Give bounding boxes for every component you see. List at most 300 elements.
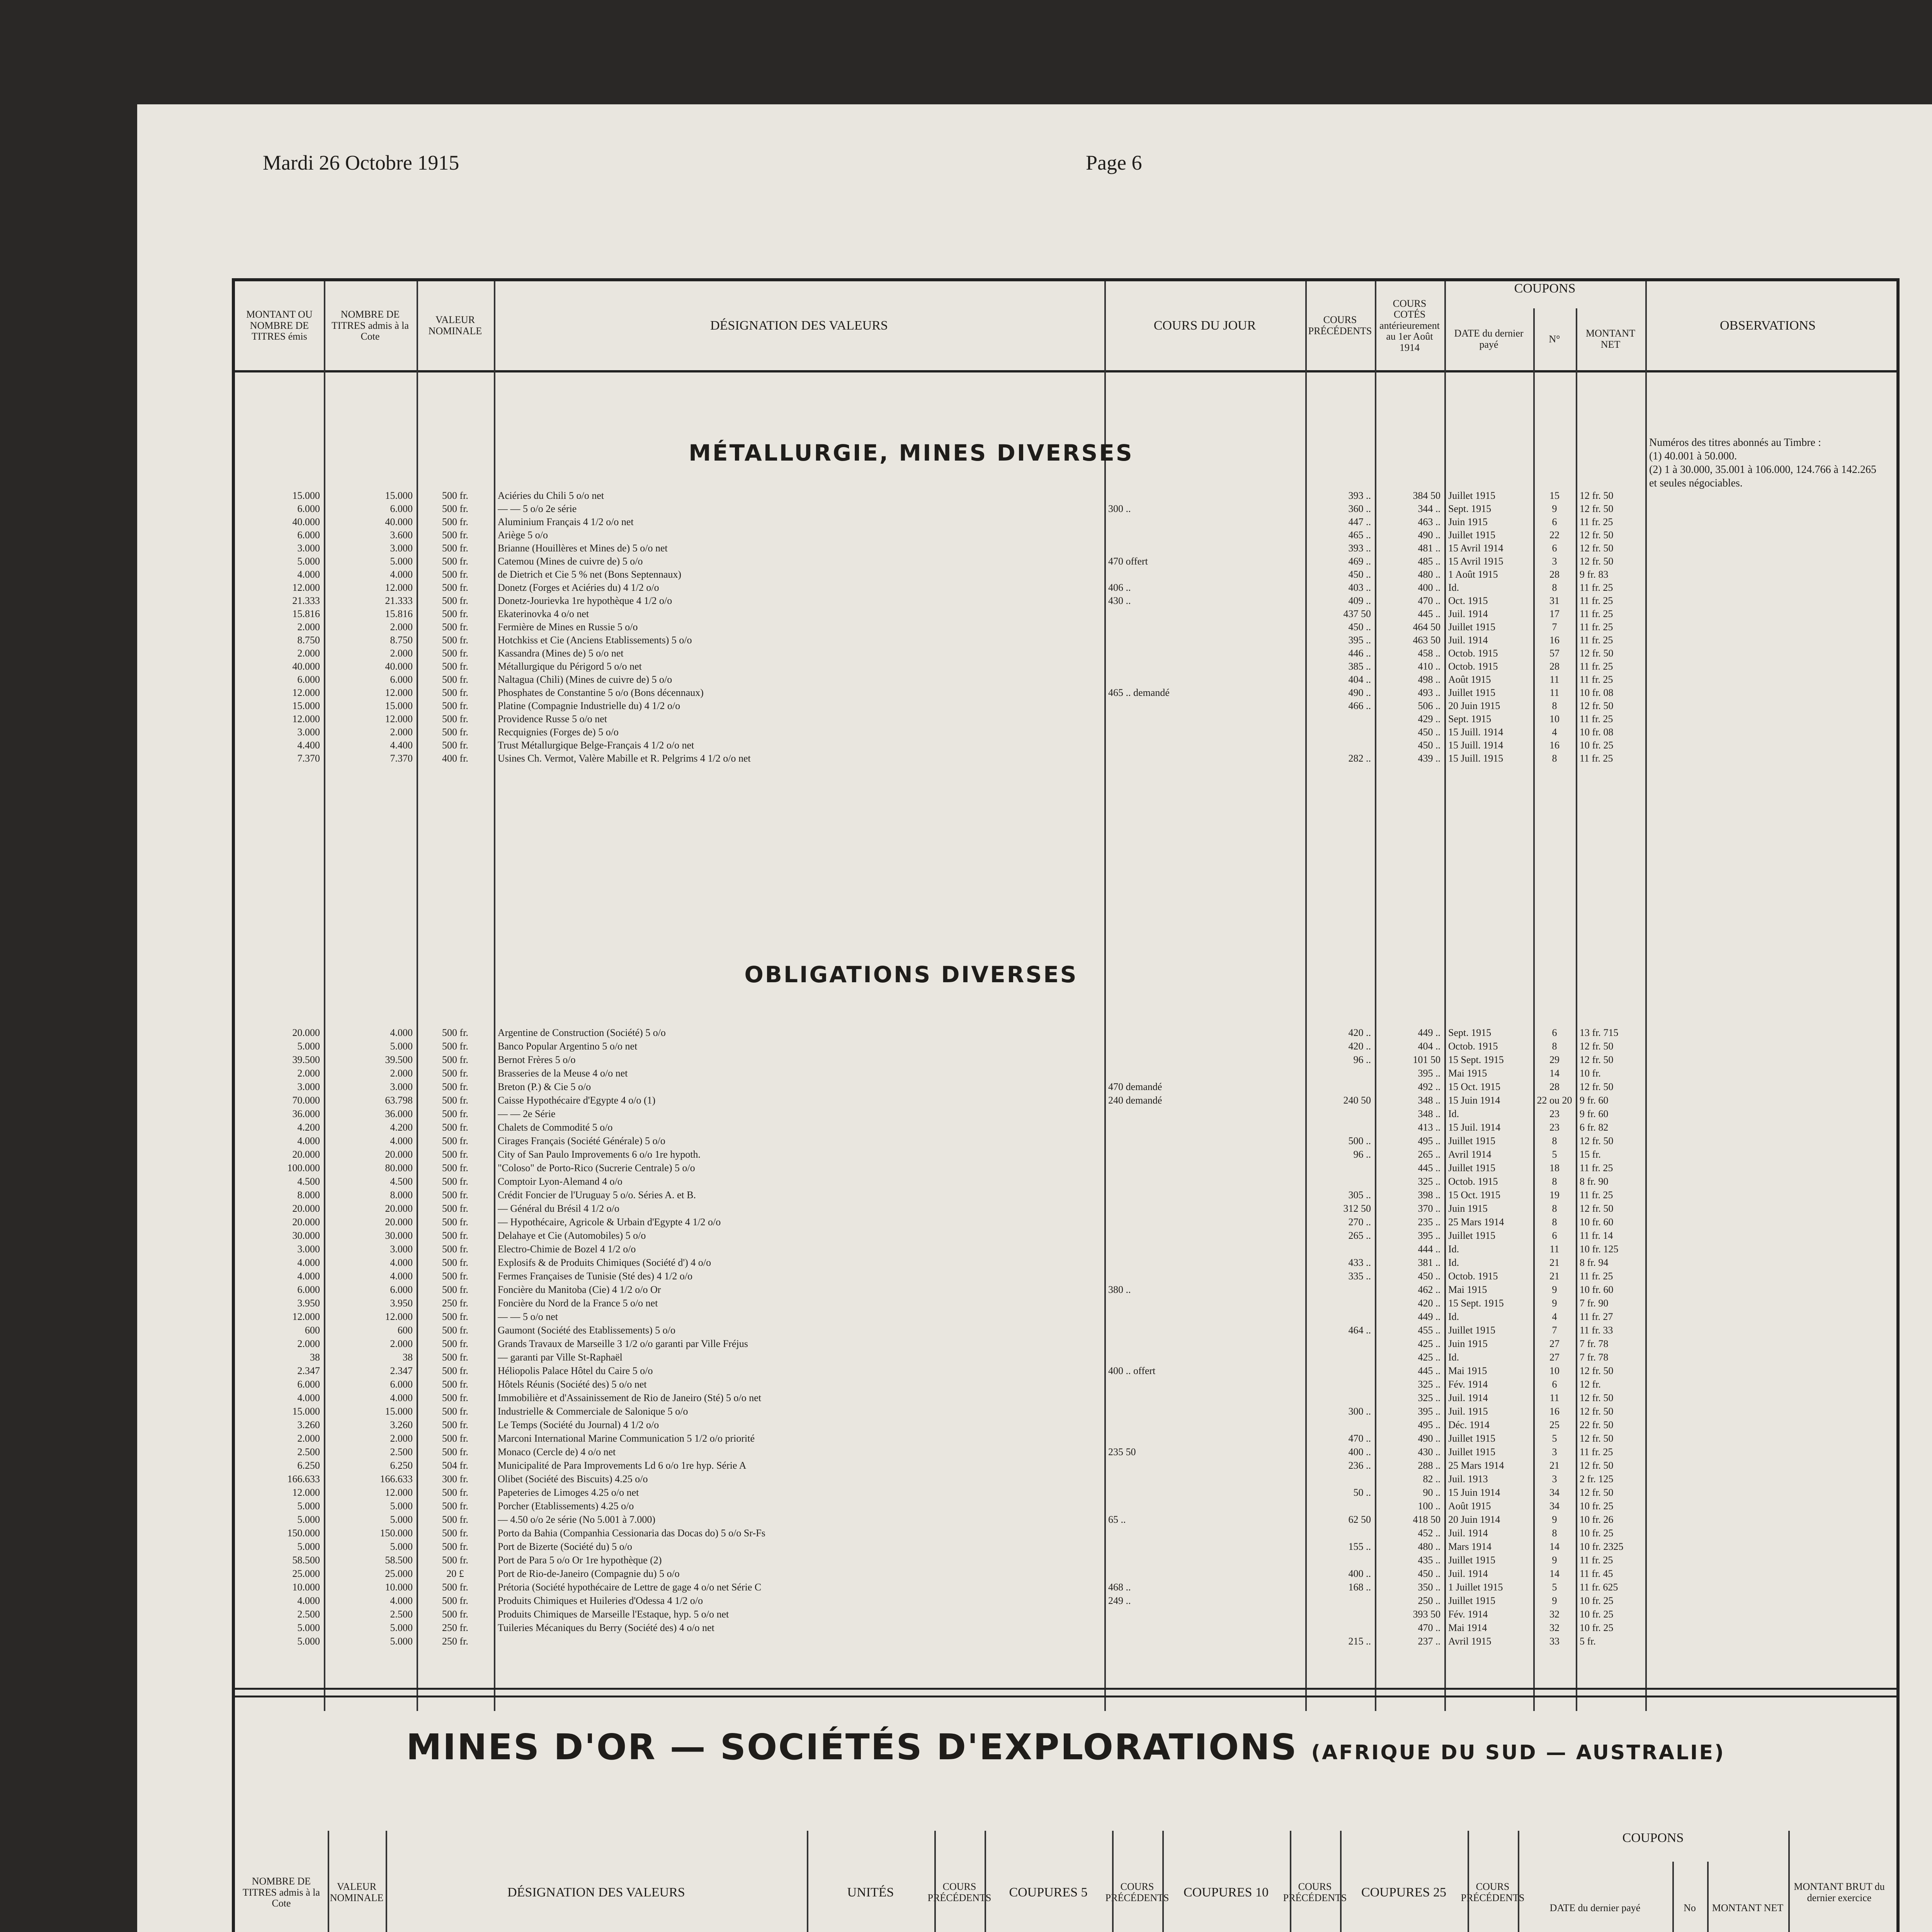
col-divider	[1461, 1831, 1525, 1932]
cell-coupon-net: 7 fr. 78	[1580, 1352, 1609, 1363]
cell-valeur: 500 fr.	[442, 1311, 468, 1322]
cell-designation: Crédit Foncier de l'Uruguay 5 o/o. Séries A. et B.	[498, 1189, 696, 1201]
cell-cours-prec: 409 ..	[1348, 595, 1371, 606]
cell-coupon-no: 21	[1549, 1270, 1560, 1282]
cell-cours-jour: 380 ..	[1108, 1284, 1131, 1295]
cell-valeur: 250 fr.	[442, 1636, 468, 1647]
cell-cours-prec: 305 ..	[1348, 1189, 1371, 1201]
cell-valeur: 500 fr.	[442, 1095, 468, 1106]
table-row	[235, 1541, 1896, 1552]
cell-designation: Phosphates de Constantine 5 o/o (Bons décennaux)	[498, 687, 704, 698]
cell-cours-1914: 404 ..	[1418, 1041, 1440, 1052]
cell-coupon-date: Id.	[1448, 1311, 1459, 1322]
cell-coupon-date: 15 Avril 1914	[1448, 543, 1503, 554]
table-mines-dor	[235, 1831, 1896, 1932]
cell-coupon-no: 15	[1549, 490, 1560, 501]
cell-montant: 12.000	[292, 1311, 320, 1322]
cell-montant: 3.000	[297, 726, 320, 738]
cell-coupon-no: 8	[1552, 582, 1557, 593]
cell-cours-1914: 410 ..	[1418, 661, 1440, 672]
table-row	[235, 1392, 1896, 1403]
cell-valeur: 500 fr.	[442, 1284, 468, 1295]
cell-valeur: 500 fr.	[442, 1189, 468, 1201]
cell-montant: 15.000	[292, 700, 320, 711]
cell-coupon-net: 11 fr. 25	[1580, 713, 1613, 724]
page-number: Page 6	[1086, 151, 1142, 174]
cell-cours-1914: 450 ..	[1418, 740, 1440, 751]
cell-valeur: 500 fr.	[442, 490, 468, 501]
hdr-montant: MONTANT OU NOMBRE DE TITRES émis	[246, 309, 313, 342]
cell-cours-1914: 325 ..	[1418, 1176, 1440, 1187]
cell-coupon-net: 8 fr. 90	[1580, 1176, 1609, 1187]
cell-nombre: 4.000	[390, 1027, 413, 1038]
cell-nombre: 20.000	[385, 1149, 413, 1160]
cell-coupon-net: 11 fr. 25	[1580, 608, 1613, 619]
cell-nombre: 2.500	[390, 1446, 413, 1458]
cell-nombre: 5.000	[390, 1622, 413, 1633]
cell-valeur: 500 fr.	[442, 1054, 468, 1065]
cell-coupon-no: 9	[1552, 503, 1557, 514]
cell-coupon-net: 10 fr. 25	[1580, 1609, 1614, 1620]
cell-coupon-net: 13 fr. 715	[1580, 1027, 1619, 1038]
cell-cours-prec: 168 ..	[1348, 1582, 1371, 1593]
cell-nombre: 15.000	[385, 700, 413, 711]
cell-designation: Banco Popular Argentino 5 o/o net	[498, 1041, 638, 1052]
cell-nombre: 2.000	[390, 1433, 413, 1444]
cell-nombre: 15.816	[385, 608, 413, 619]
cell-montant: 15.816	[292, 608, 320, 619]
cell-coupon-date: 15 Juill. 1915	[1448, 753, 1503, 764]
cell-coupon-date: Juillet 1915	[1448, 1162, 1496, 1173]
table-row	[235, 1487, 1896, 1498]
cell-montant: 2.500	[297, 1609, 320, 1620]
table-row	[235, 1406, 1896, 1417]
cell-coupon-no: 11	[1549, 1243, 1560, 1255]
col-divider	[1105, 1831, 1169, 1932]
cell-coupon-net: 10 fr. 2325	[1580, 1541, 1624, 1552]
cell-nombre: 3.000	[390, 543, 413, 554]
cell-cours-prec: 400 ..	[1348, 1568, 1371, 1579]
cell-coupon-no: 10	[1549, 1365, 1560, 1376]
cell-coupon-no: 8	[1552, 1527, 1557, 1539]
cell-cours-1914: 449 ..	[1418, 1027, 1440, 1038]
cell-cours-1914: 492 ..	[1418, 1081, 1440, 1092]
cell-coupon-date: Juin 1915	[1448, 516, 1488, 527]
cell-valeur: 500 fr.	[442, 1216, 468, 1228]
cell-valeur: 500 fr.	[442, 1582, 468, 1593]
cell-nombre: 4.000	[390, 1135, 413, 1146]
cell-montant: 70.000	[292, 1095, 320, 1106]
hdr-cours-prec: COURS PRÉCÉDENTS	[1105, 1881, 1169, 1903]
cell-coupon-date: Octob. 1915	[1448, 661, 1498, 672]
cell-coupon-date: Juil. 1914	[1448, 608, 1488, 619]
cell-montant: 40.000	[292, 516, 320, 527]
cell-coupon-net: 11 fr. 25	[1580, 674, 1613, 685]
cell-coupon-no: 3	[1552, 1473, 1557, 1485]
cell-coupon-no: 5	[1552, 1582, 1557, 1593]
cell-valeur: 500 fr.	[442, 1176, 468, 1187]
cell-coupon-no: 22 ou 20	[1537, 1095, 1572, 1106]
cell-cours-1914: 445 ..	[1418, 1365, 1440, 1376]
cell-valeur: 500 fr.	[442, 1379, 468, 1390]
mines-dor-title-text: MINES D'OR — SOCIÉTÉS D'EXPLORATIONS	[406, 1726, 1298, 1768]
cell-designation: Port de Rio-de-Janeiro (Compagnie du) 5 o/o	[498, 1568, 680, 1579]
cell-cours-1914: 381 ..	[1418, 1257, 1440, 1268]
cell-coupon-no: 6	[1552, 1027, 1557, 1038]
cell-coupon-net: 5 fr.	[1580, 1636, 1596, 1647]
cell-montant: 4.400	[297, 740, 320, 751]
col-divider	[328, 1831, 387, 1932]
cell-coupon-date: Octob. 1915	[1448, 1176, 1498, 1187]
cell-cours-1914: 445 ..	[1418, 608, 1440, 619]
cell-cours-1914: 384 50	[1413, 490, 1440, 501]
cell-montant: 20.000	[292, 1203, 320, 1214]
cell-coupon-net: 22 fr. 50	[1580, 1419, 1614, 1430]
cell-coupon-net: 12 fr.	[1580, 1379, 1601, 1390]
hdr-cours-prec: COURS PRÉCÉDENTS	[1461, 1881, 1525, 1903]
cell-coupon-net: 10 fr. 125	[1580, 1243, 1619, 1255]
cell-designation: Le Temps (Société du Journal) 4 1/2 o/o	[498, 1419, 659, 1430]
cell-coupon-date: Juillet 1915	[1448, 1135, 1496, 1146]
cell-cours-prec: 446 ..	[1348, 648, 1371, 659]
cell-coupon-no: 33	[1549, 1636, 1560, 1647]
cell-montant: 7.370	[297, 753, 320, 764]
cell-coupon-date: 25 Mars 1914	[1448, 1216, 1504, 1228]
cell-nombre: 2.347	[390, 1365, 413, 1376]
cell-coupon-date: Mai 1915	[1448, 1365, 1487, 1376]
cell-valeur: 500 fr.	[442, 1162, 468, 1173]
cell-montant: 4.000	[297, 1595, 320, 1606]
hdr-coupon-no: No	[1684, 1902, 1696, 1913]
cell-cours-1914: 452 ..	[1418, 1527, 1440, 1539]
table-row	[235, 1365, 1896, 1376]
cell-nombre: 20.000	[385, 1203, 413, 1214]
table-row	[235, 490, 1896, 501]
cell-coupon-no: 29	[1549, 1054, 1560, 1065]
cell-designation: Ariège 5 o/o	[498, 529, 548, 541]
cell-cours-1914: 265 ..	[1418, 1149, 1440, 1160]
cell-cours-1914: 455 ..	[1418, 1325, 1440, 1336]
cell-coupon-no: 9	[1552, 1284, 1557, 1295]
cell-coupon-net: 12 fr. 50	[1580, 1406, 1614, 1417]
cell-coupon-no: 9	[1552, 1514, 1557, 1525]
cell-valeur: 500 fr.	[442, 674, 468, 685]
cell-cours-prec: 500 ..	[1348, 1135, 1371, 1146]
cell-valeur: 500 fr.	[442, 503, 468, 514]
cell-cours-1914: 480 ..	[1418, 1541, 1440, 1552]
hdr-observations: OBSERVATIONS	[1720, 318, 1816, 333]
cell-designation: Chalets de Commodité 5 o/o	[498, 1122, 613, 1133]
cell-designation: Foncière du Manitoba (Cie) 4 1/2 o/o Or	[498, 1284, 661, 1295]
cell-montant: 8.750	[297, 634, 320, 646]
cell-nombre: 4.000	[390, 1257, 413, 1268]
cell-designation: Aluminium Français 4 1/2 o/o net	[498, 516, 634, 527]
cell-designation: Delahaye et Cie (Automobiles) 5 o/o	[498, 1230, 646, 1241]
cell-coupon-date: 15 Oct. 1915	[1448, 1189, 1501, 1201]
section-rule	[235, 1696, 1896, 1697]
cell-coupon-net: 11 fr. 25	[1580, 1270, 1613, 1282]
hdr-designation: DÉSIGNATION DES VALEURS	[507, 1885, 685, 1900]
cell-valeur: 500 fr.	[442, 1081, 468, 1092]
cell-coupon-date: Sept. 1915	[1448, 1027, 1492, 1038]
cell-coupon-net: 12 fr. 50	[1580, 1081, 1614, 1092]
table-row	[235, 1203, 1896, 1214]
cell-coupon-date: Juillet 1915	[1448, 687, 1496, 698]
cell-designation: Porto da Bahia (Companhia Cessionaria das Docas do) 5 o/o Sr-Fs	[498, 1527, 765, 1539]
cell-nombre: 15.000	[385, 1406, 413, 1417]
cell-nombre: 2.000	[390, 726, 413, 738]
cell-coupon-no: 10	[1549, 713, 1560, 724]
cell-coupon-no: 6	[1552, 1379, 1557, 1390]
cell-coupon-date: Juil. 1914	[1448, 1392, 1488, 1403]
cell-coupon-net: 10 fr.	[1580, 1068, 1601, 1079]
table-row	[235, 1081, 1896, 1092]
cell-valeur: 500 fr.	[442, 621, 468, 633]
cell-cours-1914: 90 ..	[1423, 1487, 1440, 1498]
cell-valeur: 500 fr.	[442, 1433, 468, 1444]
hdr-nombre: NOMBRE DE TITRES admis à la Cote	[331, 309, 409, 342]
cell-cours-1914: 425 ..	[1418, 1338, 1440, 1349]
cell-nombre: 6.000	[390, 1379, 413, 1390]
cell-nombre: 6.000	[390, 1284, 413, 1295]
table-row	[235, 1041, 1896, 1051]
cell-valeur: 500 fr.	[442, 1270, 468, 1282]
cell-cours-1914: 430 ..	[1418, 1446, 1440, 1458]
cell-coupon-date: Août 1915	[1448, 1500, 1491, 1512]
cell-coupon-date: 15 Avril 1915	[1448, 556, 1503, 567]
cell-coupon-net: 11 fr. 45	[1580, 1568, 1613, 1579]
cell-cours-1914: 82 ..	[1423, 1473, 1440, 1485]
cell-coupon-no: 9	[1552, 1298, 1557, 1309]
cell-montant: 3.950	[297, 1298, 320, 1309]
cell-coupon-date: Juil. 1914	[1448, 634, 1488, 646]
cell-montant: 2.000	[297, 1338, 320, 1349]
cell-cours-1914: 485 ..	[1418, 556, 1440, 567]
cell-coupon-date: Fév. 1914	[1448, 1379, 1488, 1390]
cell-montant: 166.633	[287, 1473, 320, 1485]
cell-montant: 3.000	[297, 1243, 320, 1255]
hdr-montant-brut: MONTANT BRUT du dernier exercice	[1794, 1881, 1885, 1903]
cell-cours-1914: 470 ..	[1418, 595, 1440, 606]
cell-designation: Industrielle & Commerciale de Salonique 5 o/o	[498, 1406, 688, 1417]
cell-designation: Produits Chimiques et Huileries d'Odessa 4 1/2 o/o	[498, 1595, 703, 1606]
cell-designation: Explosifs & de Produits Chimiques (Société d') 4 o/o	[498, 1257, 711, 1268]
cell-coupon-date: Mai 1915	[1448, 1068, 1487, 1079]
cell-montant: 40.000	[292, 661, 320, 672]
cell-montant: 4.000	[297, 569, 320, 580]
cell-coupon-net: 11 fr. 14	[1580, 1230, 1613, 1241]
cell-coupon-net: 12 fr. 50	[1580, 1054, 1614, 1065]
cell-designation: Papeteries de Limoges 4.25 o/o net	[498, 1487, 639, 1498]
cell-cours-prec: 469 ..	[1348, 556, 1371, 567]
cell-cours-1914: 481 ..	[1418, 543, 1440, 554]
cell-coupon-no: 3	[1552, 1446, 1557, 1458]
cell-valeur: 500 fr.	[442, 1541, 468, 1552]
hdr-coupures-25: COUPURES 25	[1361, 1885, 1447, 1900]
table-row	[235, 1433, 1896, 1444]
cell-cours-1914: 395 ..	[1418, 1068, 1440, 1079]
cell-designation: Trust Métallurgique Belge-Français 4 1/2 o/o net	[498, 740, 694, 751]
cell-valeur: 500 fr.	[442, 1609, 468, 1620]
cell-coupon-date: Sept. 1915	[1448, 503, 1492, 514]
cell-cours-1914: 237 ..	[1418, 1636, 1440, 1647]
cell-nombre: 166.633	[380, 1473, 413, 1485]
cell-designation: Argentine de Construction (Société) 5 o/o	[498, 1027, 666, 1038]
cell-cours-prec: 420 ..	[1348, 1027, 1371, 1038]
cell-coupon-no: 8	[1552, 1176, 1557, 1187]
cell-montant: 20.000	[292, 1027, 320, 1038]
hdr-coupon-net: MONTANT NET	[1712, 1902, 1784, 1913]
cell-cours-prec: 215 ..	[1348, 1636, 1371, 1647]
cell-valeur: 500 fr.	[442, 726, 468, 738]
hdr-coupon-date: DATE du dernier payé	[1549, 1902, 1641, 1913]
cell-valeur: 500 fr.	[442, 1500, 468, 1512]
table-row	[235, 700, 1896, 711]
cell-coupon-date: Juillet 1915	[1448, 529, 1496, 541]
cell-cours-prec: 50 ..	[1353, 1487, 1371, 1498]
cell-valeur: 500 fr.	[442, 1041, 468, 1052]
table-row	[235, 556, 1896, 566]
cell-designation: Kassandra (Mines de) 5 o/o net	[498, 648, 624, 659]
cell-coupon-no: 34	[1549, 1500, 1560, 1512]
cell-cours-1914: 420 ..	[1418, 1298, 1440, 1309]
cell-coupon-no: 31	[1549, 595, 1560, 606]
cell-coupon-net: 11 fr. 25	[1580, 1554, 1613, 1566]
cell-coupon-net: 10 fr. 60	[1580, 1216, 1614, 1228]
cell-cours-prec: 155 ..	[1348, 1541, 1371, 1552]
cell-coupon-net: 11 fr. 25	[1580, 1162, 1613, 1173]
cell-coupon-date: Juillet 1915	[1448, 1230, 1496, 1241]
table-row	[235, 1325, 1896, 1335]
cell-cours-prec: 96 ..	[1353, 1149, 1371, 1160]
cell-cours-jour: 235 50	[1108, 1446, 1136, 1458]
cell-coupon-net: 12 fr. 50	[1580, 1365, 1614, 1376]
cell-coupon-date: Octob. 1915	[1448, 648, 1498, 659]
cell-coupon-net: 12 fr. 50	[1580, 648, 1614, 659]
hdr-cours-1914: COURS COTÉS antérieurement au 1er Août 1914	[1379, 298, 1440, 353]
cell-coupon-net: 11 fr. 25	[1580, 1446, 1613, 1458]
cell-valeur: 500 fr.	[442, 1257, 468, 1268]
cell-designation: Breton (P.) & Cie 5 o/o	[498, 1081, 591, 1092]
col-divider	[1707, 1831, 1790, 1932]
mines-dor-subtitle: (AFRIQUE DU SUD — AUSTRALIE)	[1311, 1741, 1725, 1764]
table-row	[235, 1176, 1896, 1187]
cell-valeur: 500 fr.	[442, 1027, 468, 1038]
cell-coupon-date: Juillet 1915	[1448, 1595, 1496, 1606]
cell-coupon-no: 4	[1552, 726, 1557, 738]
cell-coupon-no: 6	[1552, 1230, 1557, 1241]
cell-montant: 39.500	[292, 1054, 320, 1065]
cell-valeur: 500 fr.	[442, 1135, 468, 1146]
cell-coupon-no: 8	[1552, 700, 1557, 711]
cell-coupon-date: Mai 1914	[1448, 1622, 1487, 1633]
cell-cours-prec: 393 ..	[1348, 490, 1371, 501]
table-row	[235, 1352, 1896, 1362]
cell-coupon-date: Août 1915	[1448, 674, 1491, 685]
cell-nombre: 36.000	[385, 1108, 413, 1119]
cell-coupon-date: 15 Juin 1914	[1448, 1487, 1500, 1498]
cell-coupon-no: 8	[1552, 1135, 1557, 1146]
cell-coupon-date: Juillet 1915	[1448, 1433, 1496, 1444]
table-row	[235, 1149, 1896, 1160]
cell-nombre: 5.000	[390, 1514, 413, 1525]
cell-nombre: 6.250	[390, 1460, 413, 1471]
cell-cours-1914: 100 ..	[1418, 1500, 1440, 1512]
table-row	[235, 503, 1896, 514]
cell-designation: Foncière du Nord de la France 5 o/o net	[498, 1298, 658, 1309]
cell-coupon-net: 11 fr. 25	[1580, 582, 1613, 593]
cell-coupon-net: 10 fr. 08	[1580, 687, 1614, 698]
cell-cours-1914: 450 ..	[1418, 726, 1440, 738]
cell-cours-prec: 465 ..	[1348, 529, 1371, 541]
cell-coupon-no: 9	[1552, 1554, 1557, 1566]
cell-cours-1914: 393 50	[1413, 1609, 1440, 1620]
cell-cours-prec: 466 ..	[1348, 700, 1371, 711]
cell-montant: 2.000	[297, 1433, 320, 1444]
cell-cours-prec: 403 ..	[1348, 582, 1371, 593]
col-divider	[927, 1831, 992, 1932]
cell-nombre: 2.000	[390, 1338, 413, 1349]
cell-coupon-net: 12 fr. 50	[1580, 700, 1614, 711]
cell-designation: Héliopolis Palace Hôtel du Caire 5 o/o	[498, 1365, 653, 1376]
cell-montant: 2.000	[297, 1068, 320, 1079]
cell-designation: Comptoir Lyon-Alemand 4 o/o	[498, 1176, 622, 1187]
table-row	[235, 1216, 1896, 1227]
cell-montant: 58.500	[292, 1554, 320, 1566]
cell-nombre: 12.000	[385, 582, 413, 593]
table-row	[235, 1189, 1896, 1200]
cell-cours-prec: 490 ..	[1348, 687, 1371, 698]
cell-coupon-date: Juil. 1913	[1448, 1473, 1488, 1485]
cell-montant: 25.000	[292, 1568, 320, 1579]
cell-nombre: 4.000	[390, 1595, 413, 1606]
cell-cours-jour: 470 demandé	[1108, 1081, 1162, 1092]
cell-coupon-date: 15 Juill. 1914	[1448, 726, 1503, 738]
cell-coupon-no: 11	[1549, 687, 1560, 698]
cell-nombre: 600	[398, 1325, 413, 1336]
cell-cours-jour: 65 ..	[1108, 1514, 1126, 1525]
table-row	[235, 648, 1896, 658]
cell-cours-prec: 450 ..	[1348, 621, 1371, 633]
cell-coupon-no: 16	[1549, 634, 1560, 646]
cell-nombre: 5.000	[390, 1041, 413, 1052]
cell-coupon-net: 10 fr. 25	[1580, 1500, 1614, 1512]
page-header	[263, 151, 1904, 185]
cell-cours-1914: 498 ..	[1418, 674, 1440, 685]
cell-cours-1914: 458 ..	[1418, 648, 1440, 659]
cell-cours-prec: 236 ..	[1348, 1460, 1371, 1471]
cell-designation: Cirages Français (Société Générale) 5 o/o	[498, 1135, 665, 1146]
table-row	[235, 740, 1896, 750]
cell-valeur: 500 fr.	[442, 1352, 468, 1363]
cell-montant: 36.000	[292, 1108, 320, 1119]
cell-montant: 4.200	[297, 1122, 320, 1133]
cell-cours-1914: 463 50	[1413, 634, 1440, 646]
cell-valeur: 500 fr.	[442, 1514, 468, 1525]
table-row	[235, 1095, 1896, 1105]
table-row	[235, 1609, 1896, 1619]
cell-coupon-net: 9 fr. 83	[1580, 569, 1609, 580]
cell-coupon-net: 12 fr. 50	[1580, 543, 1614, 554]
cell-nombre: 5.000	[390, 556, 413, 567]
table-row	[235, 1379, 1896, 1389]
cell-coupon-no: 28	[1549, 1081, 1560, 1092]
cell-valeur: 500 fr.	[442, 582, 468, 593]
cell-cours-1914: 470 ..	[1418, 1622, 1440, 1633]
cell-designation: Donetz-Jourievka 1re hypothèque 4 1/2 o/o	[498, 595, 672, 606]
hdr-cours-prec: COURS PRÉCÉDENTS	[1308, 314, 1372, 337]
cell-nombre: 2.000	[390, 1068, 413, 1079]
